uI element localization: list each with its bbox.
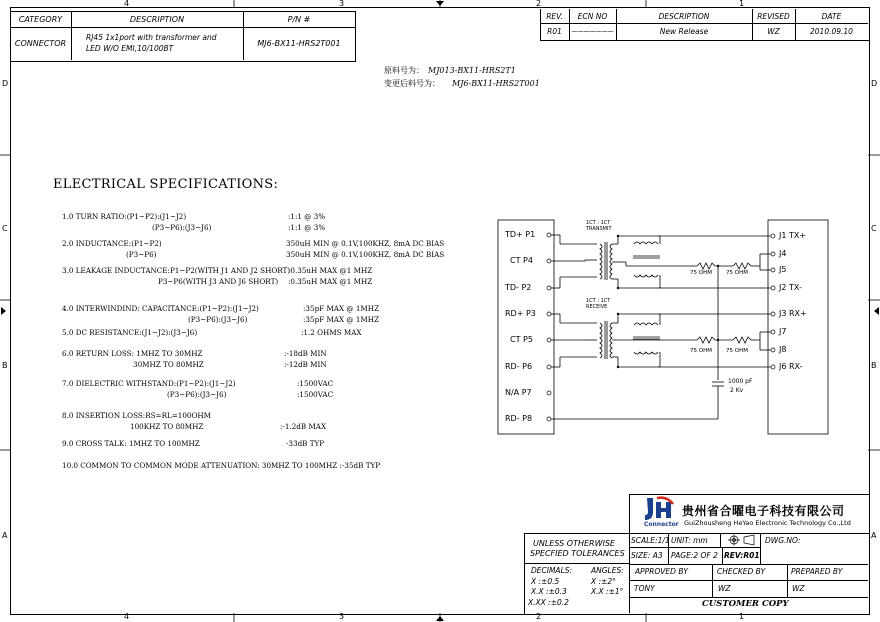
right-pin-2: J4 — [779, 249, 787, 258]
spec-8-val2: :-1.2dB MAX — [280, 422, 327, 431]
spec-1-val1: :1:1 @ 3% — [288, 212, 326, 221]
capacitor-label-2: 2 Kv — [730, 387, 744, 394]
rev-col-date: DATE — [821, 11, 842, 21]
original-pn-label: 原料号为： — [384, 66, 424, 75]
zone-right-D: D — [871, 79, 878, 88]
rx-label: RECEIVE — [586, 304, 608, 310]
spec-2-val1: 350uH MIN @ 0.1V,100KHZ, 8mA DC BIAS — [286, 239, 445, 248]
header-pn-label: P/N # — [287, 14, 311, 24]
spec-6-val2: :-12dB MIN — [284, 360, 327, 369]
spec-7-sub: (P3~P6):(J3~J6) — [167, 390, 227, 399]
rev-row-date: 2010.09.10 — [810, 27, 853, 36]
right-pin-4: J2 TX- — [779, 283, 802, 292]
zone-right-A: A — [871, 531, 877, 540]
spec-6-val1: :-18dB MIN — [284, 349, 327, 358]
spec-2-sub: (P3~P6) — [126, 250, 157, 259]
checked-by-label: CHECKED BY — [717, 567, 766, 576]
tx-label: TRANSMIT — [586, 226, 612, 232]
tolerance-line1: UNLESS OTHERWISE — [533, 539, 615, 548]
tx-resistor-2-label: 75 OHM — [726, 270, 748, 276]
tx-ratio-label: 1CT : 1CT — [586, 220, 611, 226]
rev-row-description: New Release — [659, 27, 709, 36]
spec-3-val1: :0.35uH MAX @1 MHZ — [288, 266, 373, 275]
zone-left-B: B — [2, 361, 8, 370]
approved-by-label: APPROVED BY — [635, 567, 688, 576]
left-pin-8: RD- P8 — [505, 414, 533, 423]
zone-right-C: C — [871, 224, 877, 233]
left-pin-1: TD+ P1 — [505, 230, 536, 239]
zone-top-1: 1 — [739, 0, 745, 8]
right-pin-3: J5 — [779, 265, 787, 274]
scale-value: SCALE:1/1 — [631, 536, 670, 545]
rev-value: REV:R01 — [724, 551, 760, 560]
left-pin-2: CT P4 — [510, 256, 533, 265]
right-pin-5: J3 RX+ — [779, 309, 807, 318]
spec-1-sub: (P3~P6):(J3~J6) — [152, 223, 212, 232]
tol-angle-xx: X.X :±1° — [591, 587, 624, 596]
decimals-label: DECIMALS: — [531, 566, 573, 575]
left-pin-4: RD+ P3 — [505, 309, 536, 318]
left-pin-6: RD- P6 — [505, 362, 533, 371]
spec-8-sub: 100KHZ TO 80MHZ — [130, 422, 204, 431]
header-category-value: CONNECTOR — [14, 39, 67, 48]
tol-x: X :±0.5 — [531, 577, 560, 586]
rev-col-revised: REVISED — [757, 11, 790, 21]
rx-resistor-2-label: 75 OHM — [726, 348, 748, 354]
right-pin-7: J8 — [779, 345, 787, 354]
header-description-label: DESCRIPTION — [129, 14, 185, 24]
dwg-no-label: DWG.NO: — [765, 536, 801, 545]
zone-top-3: 3 — [339, 0, 345, 8]
left-pin-7: N/A P7 — [505, 388, 532, 397]
size-value: SIZE: A3 — [631, 551, 663, 560]
rev-col-rev: REV. — [546, 11, 563, 21]
spec-9-val1: -33dB TYP — [286, 439, 325, 448]
changed-pn-value: MJ6-BX11-HRS2T001 — [452, 79, 540, 88]
projection-symbol-icon — [726, 534, 758, 546]
rev-row-rev: R01 — [547, 27, 562, 36]
company-name-en: GuiZhousheng HeYao Electronic Technology Co.,Ltd — [684, 519, 851, 527]
spec-10-label: 10.0 COMMON TO COMMON MODE ATTENUATION: 30MHZ TO 100MHZ :-35dB TYP — [62, 461, 381, 470]
approved-by-value: TONY — [634, 584, 655, 593]
header-description-line1: RJ45 1x1port with transformer and — [86, 33, 217, 42]
prepared-by-label: PREPARED BY — [791, 567, 843, 576]
right-pin-6: J7 — [779, 327, 787, 336]
spec-4-label: 4.0 INTERWINDIND: CAPACITANCE:(P1~P2):(J1~J2) — [62, 304, 259, 313]
tolerance-line2: SPECFIED TOLERANCES — [530, 549, 625, 558]
spec-7-val1: :1500VAC — [297, 379, 334, 388]
right-pin-1: J1 TX+ — [779, 231, 807, 240]
spec-7-label: 7.0 DIELECTRIC WITHSTAND:(P1~P2):(J1~J2) — [62, 379, 236, 388]
prepared-by-value: WZ — [792, 584, 805, 593]
zone-bottom-3: 3 — [339, 612, 345, 621]
spec-3-label: 3.0 LEAKAGE INDUCTANCE:P1~P2(WITH J1 AND J2 SHORT) — [62, 266, 291, 275]
changed-pn-label: 变更后料号为： — [384, 79, 440, 88]
spec-2-label: 2.0 INDUCTANCE:(P1~P2) — [62, 239, 162, 248]
header-pn-value: MJ6-BX11-HRS2T001 — [257, 39, 341, 48]
angles-label: ANGLES: — [591, 566, 624, 575]
spec-1-val2: :1:1 @ 3% — [288, 223, 326, 232]
tol-angle-x: X :±2° — [591, 577, 616, 586]
left-pin-5: CT P5 — [510, 335, 533, 344]
spec-6-sub: 30MHZ TO 80MHZ — [133, 360, 204, 369]
zone-left-D: D — [2, 79, 9, 88]
rev-col-ecn: ECN NO — [577, 11, 608, 21]
spec-2-val2: 350uH MIN @ 0.1V,100KHZ, 8mA DC BIAS — [286, 250, 445, 259]
tol-xxx: X.XX :±0.2 — [528, 598, 569, 607]
unit-value: UNIT: mm — [671, 536, 708, 545]
spec-6-label: 6.0 RETURN LOSS: 1MHZ TO 30MHZ — [62, 349, 203, 358]
zone-left-C: C — [2, 224, 8, 233]
left-pin-3: TD- P2 — [505, 283, 532, 292]
spec-7-val2: :1500VAC — [297, 390, 334, 399]
zone-top-2: 2 — [536, 0, 542, 8]
spec-9-label: 9.0 CROSS TALK: 1MHZ TO 100MHZ — [62, 439, 200, 448]
page-value: PAGE:2 OF 2 — [671, 551, 718, 560]
spec-1-label: 1.0 TURN RATIO:(P1~P2):(J1~J2) — [62, 212, 187, 221]
spec-3-val2: :0.35uH MAX @1 MHZ — [288, 277, 373, 286]
rx-ratio-label: 1CT : 1CT — [586, 298, 611, 304]
right-pin-8: J6 RX- — [779, 362, 803, 371]
header-category-label: CATEGORY — [18, 14, 63, 24]
zone-bottom-2: 2 — [536, 612, 542, 621]
zone-left-A: A — [2, 531, 8, 540]
company-logo-text: Connector — [644, 521, 679, 528]
original-pn-value: MJ013-BX11-HRS2T1 — [428, 66, 516, 75]
capacitor-label-1: 1000 pF — [728, 378, 753, 385]
spec-8-label: 8.0 INSERTION LOSS:RS=RL=100OHM — [62, 411, 212, 420]
specs-title: ELECTRICAL SPECIFICATIONS: — [53, 177, 279, 192]
spec-3-sub: P3~P6(WITH J3 AND J6 SHORT) — [158, 277, 279, 286]
spec-5-label: 5.0 DC RESISTANCE:(J1~J2):(J3~J6) — [62, 328, 198, 337]
checked-by-value: WZ — [718, 584, 731, 593]
zone-bottom-4: 4 — [124, 612, 130, 621]
zone-top-4: 4 — [124, 0, 130, 8]
spec-5-val1: :1.2 OHMS MAX — [301, 328, 362, 337]
rx-resistor-1-label: 75 OHM — [690, 348, 712, 354]
rev-col-description: DESCRIPTION — [658, 11, 710, 21]
company-name-cn: 贵州省合曜电子科技有限公司 — [682, 504, 845, 518]
tol-xx: X.X :±0.3 — [531, 587, 567, 596]
rev-row-revised: WZ — [767, 27, 780, 36]
customer-copy: CUSTOMER COPY — [702, 599, 789, 609]
spec-4-val1: :35pF MAX @ 1MHZ — [303, 304, 380, 313]
rev-row-ecn: ——————— — [571, 28, 614, 35]
zone-right-B: B — [871, 361, 877, 370]
zone-bottom-1: 1 — [739, 612, 745, 621]
spec-4-sub: (P3~P6):(J3~J6) — [188, 315, 248, 324]
header-description-line2: LED W/O EMI,10/100BT — [86, 44, 174, 53]
spec-4-val2: :35pF MAX @ 1MHZ — [303, 315, 380, 324]
tx-resistor-1-label: 75 OHM — [690, 270, 712, 276]
